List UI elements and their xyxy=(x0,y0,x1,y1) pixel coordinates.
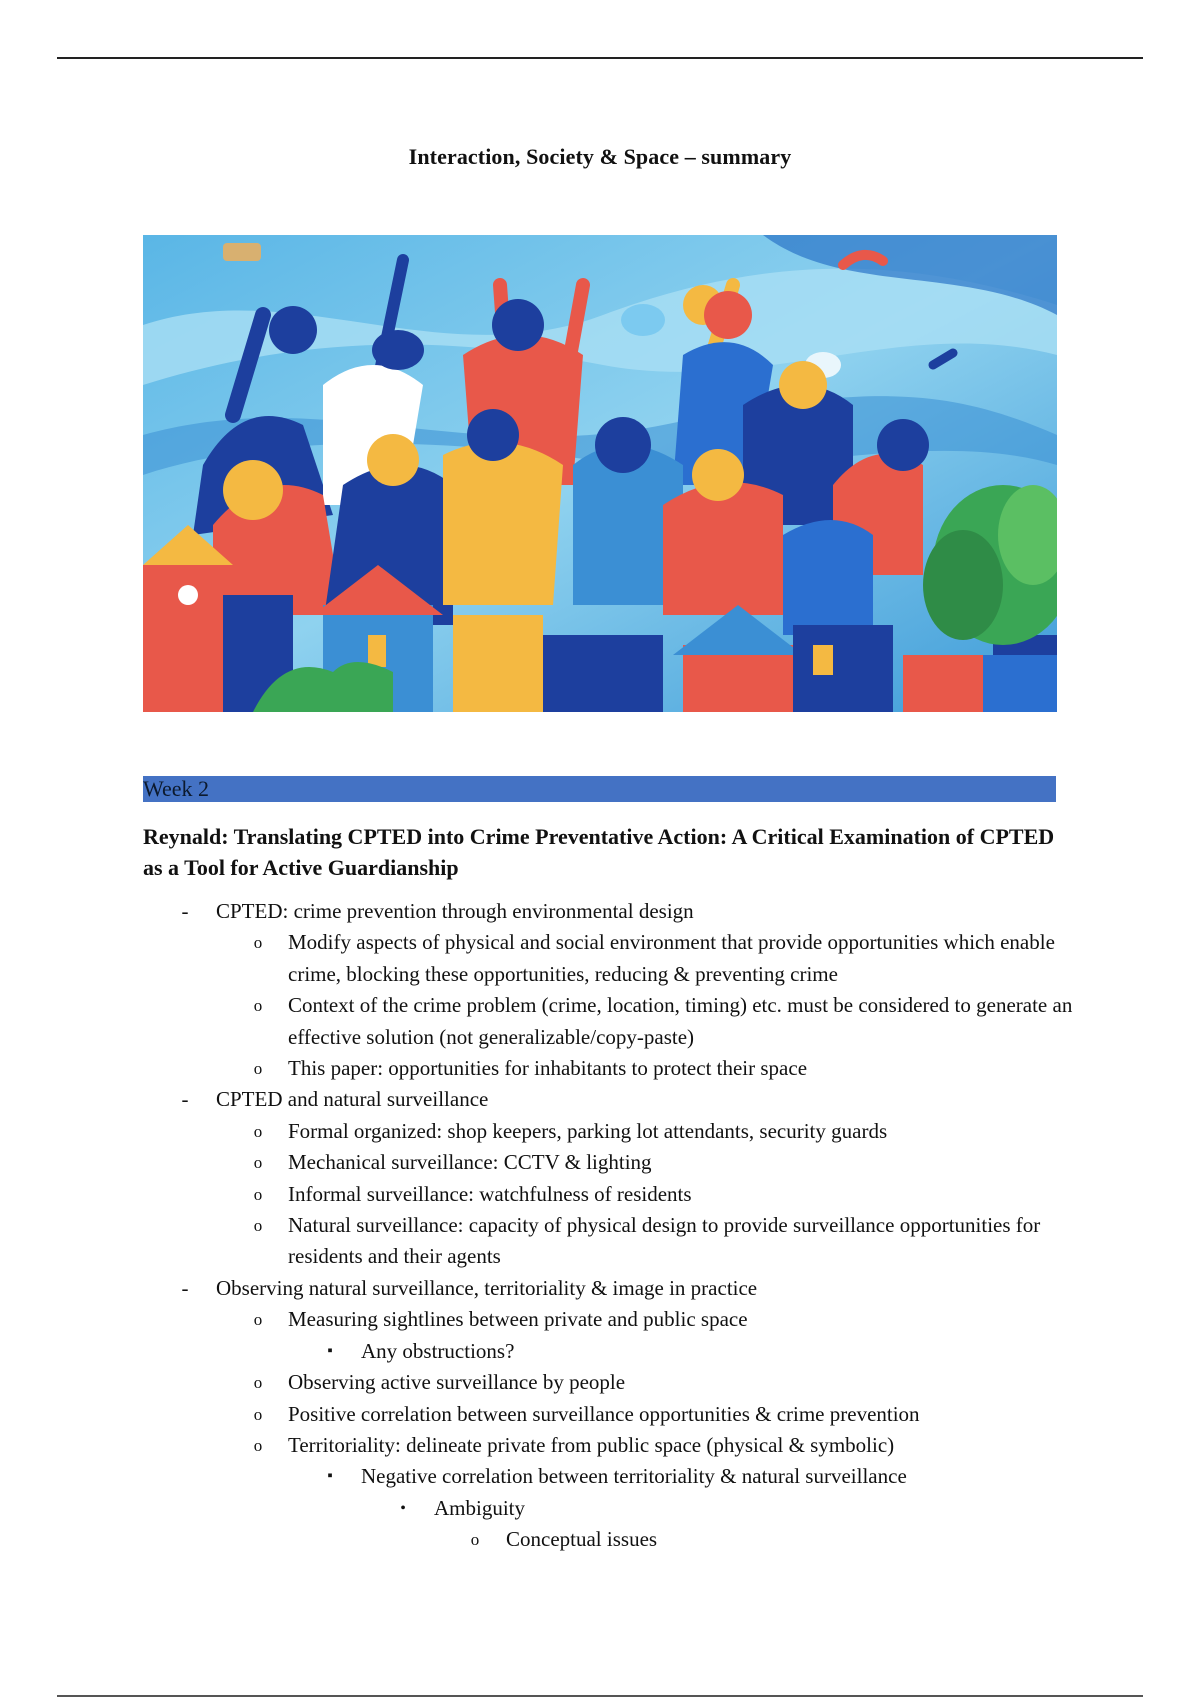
outline-item xyxy=(143,1367,1073,1398)
bullet-marker: o xyxy=(253,1310,263,1330)
bullet-marker: - xyxy=(181,1275,189,1300)
outline-text: Any obstructions? xyxy=(361,1338,515,1363)
crowd-illustration xyxy=(143,235,1057,712)
outline-text: CPTED and natural surveillance xyxy=(216,1087,489,1112)
outline-text: Negative correlation between territoriality & natural surveillance xyxy=(361,1464,907,1489)
bullet-marker: o xyxy=(253,1404,263,1424)
outline-item xyxy=(143,1116,1073,1147)
outline-item xyxy=(143,1524,1073,1555)
outline-item xyxy=(143,1053,1073,1084)
outline-item xyxy=(143,1430,1073,1461)
outline-text: Ambiguity xyxy=(434,1495,526,1520)
outline-text: Informal surveillance: watchfulness of residents xyxy=(288,1181,692,1206)
bullet-marker: ▪ xyxy=(327,1342,333,1359)
outline-item xyxy=(143,1273,1073,1304)
outline-item xyxy=(143,1084,1073,1115)
outline-text: Mechanical surveillance: CCTV & lighting xyxy=(288,1150,652,1175)
section-heading: Reynald: Translating CPTED into Crime Preventative Action: A Critical Examination of CPTED as a Tool for Active Guardianship xyxy=(143,824,1055,880)
bullet-marker: o xyxy=(253,1435,263,1455)
outline-item xyxy=(143,896,1073,927)
outline-item xyxy=(143,1336,1073,1367)
bullet-marker: o xyxy=(253,1121,263,1141)
outline-text: Modify aspects of physical and social environment that provide opportunities which enable crime, blocking these opportunities, reducing & preventing crime xyxy=(288,930,1055,986)
bullet-marker: ▪ xyxy=(327,1468,333,1485)
week-label: Week 2 xyxy=(143,776,210,801)
outline-text: Observing active surveillance by people xyxy=(288,1370,626,1395)
outline-item xyxy=(143,1399,1073,1430)
bullet-marker: o xyxy=(253,1059,263,1079)
bullet-marker: o xyxy=(253,1216,263,1236)
bullet-marker: o xyxy=(253,1373,263,1393)
outline-text: Conceptual issues xyxy=(506,1527,658,1552)
outline-text: Formal organized: shop keepers, parking lot attendants, security guards xyxy=(288,1118,888,1143)
outline-item xyxy=(143,1147,1073,1178)
outline-text: Measuring sightlines between private and public space xyxy=(288,1307,748,1332)
hero-illustration xyxy=(143,235,1057,712)
outline-item xyxy=(143,927,1073,990)
bullet-marker: o xyxy=(470,1530,480,1550)
outline-list xyxy=(143,896,1073,1556)
outline-text: Natural surveillance: capacity of physical design to provide surveillance opportunities for residents and their agents xyxy=(288,1213,1041,1269)
week-section-bar xyxy=(143,776,1056,802)
outline-text: This paper: opportunities for inhabitants to protect their space xyxy=(288,1056,808,1081)
outline-text: Territoriality: delineate private from public space (physical & symbolic) xyxy=(288,1432,895,1457)
bullet-marker: • xyxy=(400,1499,406,1517)
outline-text: Observing natural surveillance, territoriality & image in practice xyxy=(216,1275,758,1300)
outline-item xyxy=(143,1210,1073,1273)
bullet-marker: o xyxy=(253,996,263,1016)
bullet-marker: - xyxy=(181,899,189,923)
outline-item xyxy=(143,990,1073,1053)
bullet-marker: o xyxy=(253,1153,263,1173)
document-title: Interaction, Society & Space – summary xyxy=(408,144,792,169)
outline-item xyxy=(143,1179,1073,1210)
bullet-marker: o xyxy=(253,933,263,953)
top-rule xyxy=(57,57,1143,59)
outline-item xyxy=(143,1493,1073,1524)
outline-text: Positive correlation between surveillance opportunities & crime prevention xyxy=(288,1401,920,1426)
outline-text: CPTED: crime prevention through environmental design xyxy=(216,899,694,923)
bullet-marker: - xyxy=(181,1087,189,1112)
bottom-rule xyxy=(57,1695,1143,1697)
bullet-marker: o xyxy=(253,1184,263,1204)
outline-item xyxy=(143,1304,1073,1335)
outline-text: Context of the crime problem (crime, location, timing) etc. must be considered to generate an effective solution (not generalizable/copy-paste) xyxy=(288,993,1073,1049)
outline-item xyxy=(143,1461,1073,1492)
